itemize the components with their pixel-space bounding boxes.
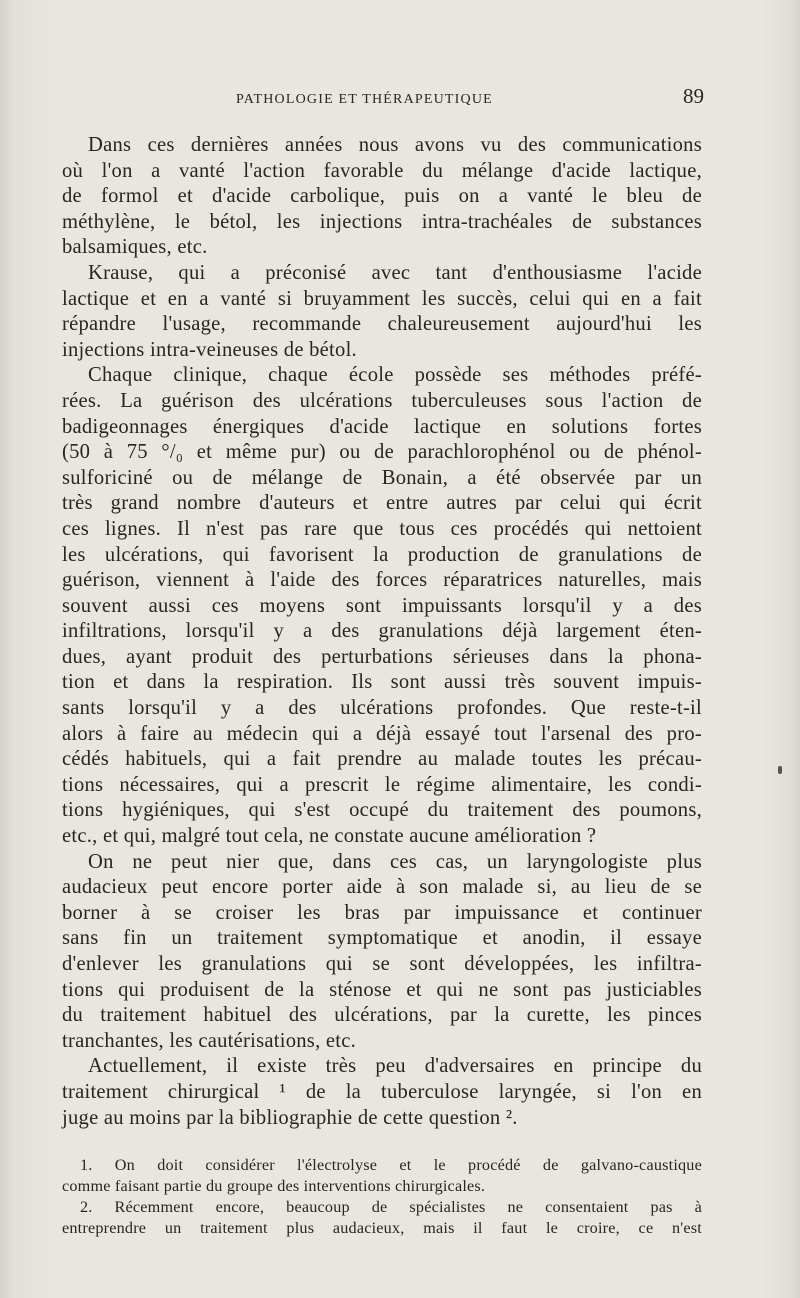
footnote-line: comme faisant partie du groupe des interventions chirurgicales. — [62, 1177, 486, 1195]
text-line: sans fin un traitement symptomatique et anodin, il essaye — [62, 927, 702, 950]
margin-mark — [778, 766, 782, 774]
text-line: Dans ces dernières années nous avons vu des communications — [88, 134, 702, 156]
running-title: PATHOLOGIE ET THÉRAPEUTIQUE — [236, 92, 493, 107]
text-line: Krause, qui a préconisé avec tant d'enthousiasme l'acide — [88, 261, 702, 284]
text-line: dues, ayant produit des perturbations sérieuses dans la phona- — [62, 645, 702, 668]
footnote-line: entreprendre un traitement plus audacieux, mais il faut le croire, ce n'est — [62, 1219, 702, 1237]
text-line: tions nécessaires, qui a prescrit le régime alimentaire, les condi- — [62, 773, 702, 796]
text-line: du traitement habituel des ulcérations, par la curette, les pinces — [62, 1004, 702, 1027]
page-number: 89 — [683, 84, 704, 108]
text-line: cédés habituels, qui a fait prendre au malade toutes les précau- — [62, 748, 702, 771]
text-line: guérison, viennent à l'aide des forces réparatrices naturelles, mais — [62, 569, 702, 592]
text-line: audacieux peut encore porter aide à son malade si, au lieu de se — [62, 876, 702, 899]
text-line: injections intra-veineuses de bétol. — [62, 338, 357, 361]
text-line: tranchantes, les cautérisations, etc. — [62, 1029, 357, 1052]
text-line: les ulcérations, qui favorisent la production de granulations de — [62, 543, 702, 566]
text-line: de formol et d'acide carbolique, puis on a vanté le bleu de — [62, 185, 702, 208]
text-line: tions qui produisent de la sténose et qui ne sont pas justiciables — [62, 978, 702, 1001]
text-line: Chaque clinique, chaque école possède ses méthodes préfé- — [88, 364, 702, 387]
text-line: alors à faire au médecin qui a déjà essayé tout l'arsenal des pro- — [62, 722, 702, 745]
text-line: ces lignes. Il n'est pas rare que tous ces procédés qui nettoient — [62, 517, 702, 540]
text-line: juge au moins par la bibliographie de cette question ². — [62, 1106, 518, 1129]
text-line: tion et dans la respiration. Ils sont aussi très souvent impuis- — [62, 671, 702, 694]
body-text — [62, 133, 702, 1131]
text-line: infiltrations, lorsqu'il y a des granulations déjà largement éten- — [62, 620, 702, 643]
text-line: sants lorsqu'il y a des ulcérations profondes. Que reste-t-il — [62, 697, 702, 720]
footnotes — [62, 1155, 702, 1239]
text-line: méthylène, le bétol, les injections intra-trachéales de substances — [62, 210, 702, 233]
text-line: souvent aussi ces moyens sont impuissants lorsqu'il y a des — [62, 594, 702, 617]
text-line: tions hygiéniques, qui s'est occupé du traitement des poumons, — [62, 799, 702, 822]
text-line: sulforiciné ou de mélange de Bonain, a été observée par un — [62, 466, 702, 489]
text-line: traitement chirurgical ¹ de la tuberculose laryngée, si l'on en — [62, 1080, 702, 1103]
text-line: où l'on a vanté l'action favorable du mélange d'acide lactique, — [62, 159, 702, 182]
text-line: rées. La guérison des ulcérations tuberculeuses sous l'action de — [62, 389, 702, 412]
page-header — [62, 84, 704, 114]
text-line: On ne peut nier que, dans ces cas, un laryngologiste plus — [88, 850, 702, 873]
text-line: borner à se croiser les bras par impuissance et continuer — [62, 901, 702, 924]
text-line: Actuellement, il existe très peu d'adversaires en principe du — [88, 1055, 702, 1078]
text-line: très grand nombre d'auteurs et entre autres par celui qui écrit — [62, 492, 702, 515]
text-line: (50 à 75 °/₀ et même pur) ou de parachlorophénol ou de phénol- — [62, 441, 702, 464]
text-line: d'enlever les granulations qui se sont développées, les infiltra- — [62, 953, 702, 975]
footnote-line: 1. On doit considérer l'électrolyse et le procédé de galvano-caustique — [80, 1156, 702, 1174]
text-line: lactique et en a vanté si bruyamment les succès, celui qui en a fait — [62, 287, 702, 310]
footnote-line: 2. Récemment encore, beaucoup de spécialistes ne consentaient pas à — [80, 1198, 702, 1216]
text-line: répandre l'usage, recommande chaleureusement aujourd'hui les — [62, 313, 702, 336]
text-line: balsamiques, etc. — [62, 236, 208, 259]
text-line: badigeonnages énergiques d'acide lactique en solutions fortes — [62, 415, 702, 438]
text-line: etc., et qui, malgré tout cela, ne constate aucune amélioration ? — [62, 825, 597, 848]
